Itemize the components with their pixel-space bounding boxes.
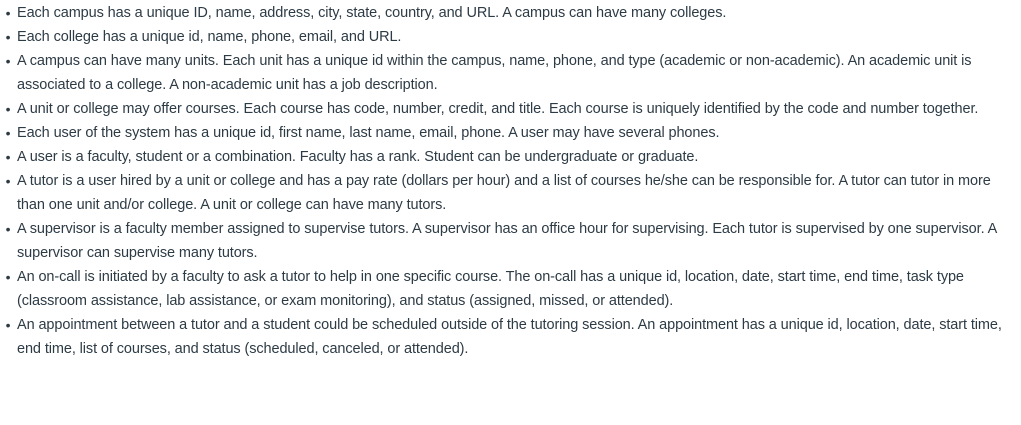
bullet-icon: • — [5, 29, 11, 45]
list-item — [5, 121, 1017, 145]
list-item-text: A unit or college may offer courses. Each course has code, number, credit, and title. Each course is uniquely identified by the code and number together. — [17, 101, 979, 117]
bullet-icon: • — [5, 53, 11, 69]
list-item-text: Each college has a unique id, name, phone, email, and URL. — [17, 29, 402, 45]
list-item-text: An appointment between a tutor and a student could be scheduled outside of the tutoring session. An appointment has a unique id, location, date, start time, end time, list of courses, and status (scheduled, canceled, or attended). — [17, 317, 1002, 357]
list-item — [5, 313, 1017, 361]
list-item-text: An on-call is initiated by a faculty to ask a tutor to help in one specific course. The on-call has a unique id, location, date, start time, end time, task type (classroom assistance, lab assistance, or exam monitoring), and status (assigned, missed, or attended). — [17, 269, 964, 309]
bullet-icon: • — [5, 317, 11, 333]
list-item — [5, 25, 1017, 49]
list-item — [5, 265, 1017, 313]
list-item-text: A campus can have many units. Each unit has a unique id within the campus, name, phone, and type (academic or non-academic). An academic unit is associated to a college. A non-academic unit has a job description. — [17, 53, 972, 93]
requirements-list — [0, 1, 1017, 361]
list-item-text: Each user of the system has a unique id, first name, last name, email, phone. A user may have several phones. — [17, 125, 720, 141]
list-item-text: A user is a faculty, student or a combination. Faculty has a rank. Student can be undergraduate or graduate. — [17, 149, 699, 165]
list-item — [5, 145, 1017, 169]
bullet-icon: • — [5, 149, 11, 165]
list-item — [5, 217, 1017, 265]
bullet-icon: • — [5, 269, 11, 285]
list-item — [5, 1, 1017, 25]
bullet-icon: • — [5, 101, 11, 117]
list-item-text: A tutor is a user hired by a unit or college and has a pay rate (dollars per hour) and a list of courses he/she can be responsible for. A tutor can tutor in more than one unit and/or college. A unit or college can have many tutors. — [17, 173, 991, 213]
bullet-icon: • — [5, 221, 11, 237]
list-item-text: Each campus has a unique ID, name, address, city, state, country, and URL. A campus can have many colleges. — [17, 5, 727, 21]
bullet-icon: • — [5, 173, 11, 189]
list-item-text: A supervisor is a faculty member assigned to supervise tutors. A supervisor has an office hour for supervising. Each tutor is supervised by one supervisor. A supervisor can supervise many tutors. — [17, 221, 997, 261]
list-item — [5, 97, 1017, 121]
list-item — [5, 169, 1017, 217]
list-item — [5, 49, 1017, 97]
bullet-icon: • — [5, 5, 11, 21]
bullet-icon: • — [5, 125, 11, 141]
